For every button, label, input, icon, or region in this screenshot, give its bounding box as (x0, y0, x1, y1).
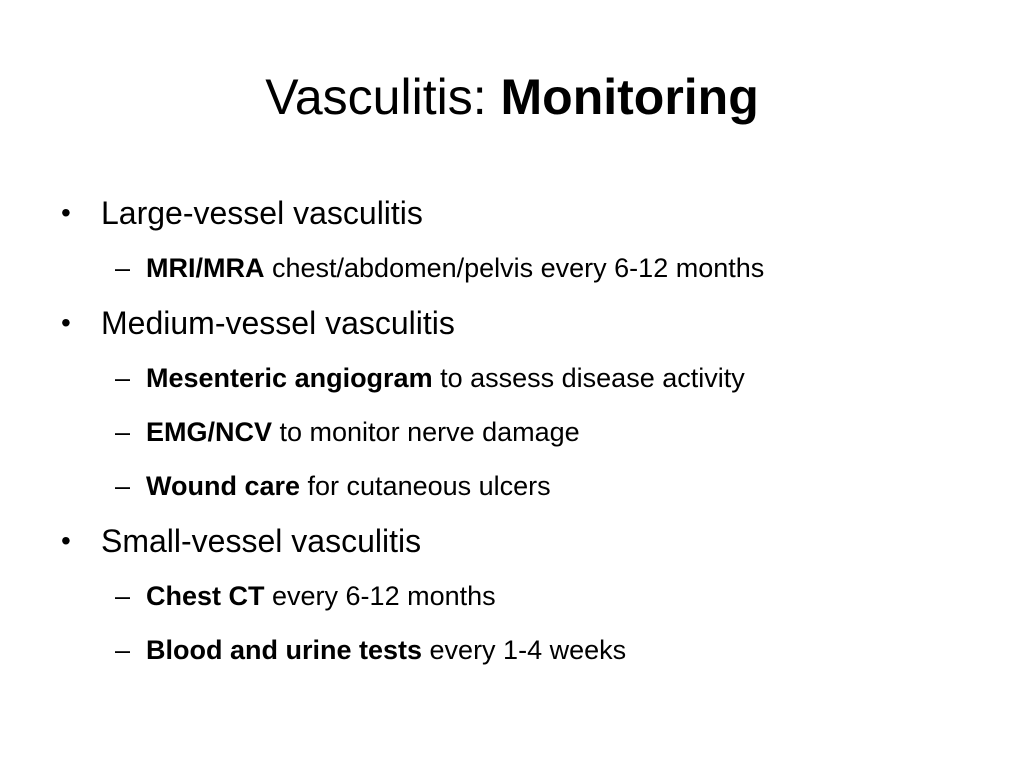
sub-bullet-text: to assess disease activity (432, 363, 745, 393)
bullet-list (55, 185, 995, 677)
sub-bullet-wound-care (55, 459, 995, 513)
sub-bullet-bold: Chest CT (146, 581, 265, 611)
dash-icon: – (115, 417, 131, 447)
sub-bullet-text: chest/abdomen/pelvis every 6-12 months (264, 253, 765, 283)
sub-bullet-bold: MRI/MRA (146, 253, 265, 283)
sub-bullet-bold: Mesenteric angiogram (146, 363, 433, 393)
sub-bullet-bold: EMG/NCV (146, 417, 273, 447)
bullet-heading: Small-vessel vasculitis (101, 523, 422, 559)
dash-icon: – (115, 253, 131, 283)
sub-bullet-bold: Wound care (146, 471, 301, 501)
bullet-heading: Large-vessel vasculitis (101, 195, 423, 231)
bullet-large-vessel (55, 185, 995, 241)
bullet-icon: • (61, 525, 71, 556)
dash-icon: – (115, 363, 131, 393)
sub-bullet-text: every 1-4 weeks (422, 635, 627, 665)
sub-bullet-chest-ct (55, 569, 995, 623)
bullet-medium-vessel (55, 295, 995, 351)
dash-icon: – (115, 581, 131, 611)
sub-bullet-bold: Blood and urine tests (146, 635, 423, 665)
dash-icon: – (115, 471, 131, 501)
sub-bullet-mesenteric-angiogram (55, 351, 995, 405)
bullet-heading: Medium-vessel vasculitis (101, 305, 455, 341)
title-emphasis: Monitoring (500, 69, 759, 125)
title-prefix: Vasculitis: (265, 69, 501, 125)
sub-bullet-text: every 6-12 months (264, 581, 496, 611)
sub-bullet-text: for cutaneous ulcers (300, 471, 551, 501)
sub-bullet-text: to monitor nerve damage (272, 417, 580, 447)
dash-icon: – (115, 635, 131, 665)
bullet-icon: • (61, 307, 71, 338)
sub-bullet-mri-mra (55, 241, 995, 295)
sub-bullet-emg-ncv (55, 405, 995, 459)
sub-bullet-blood-urine-tests (55, 623, 995, 677)
bullet-icon: • (61, 197, 71, 228)
bullet-small-vessel (55, 513, 995, 569)
slide-title (0, 62, 1024, 132)
